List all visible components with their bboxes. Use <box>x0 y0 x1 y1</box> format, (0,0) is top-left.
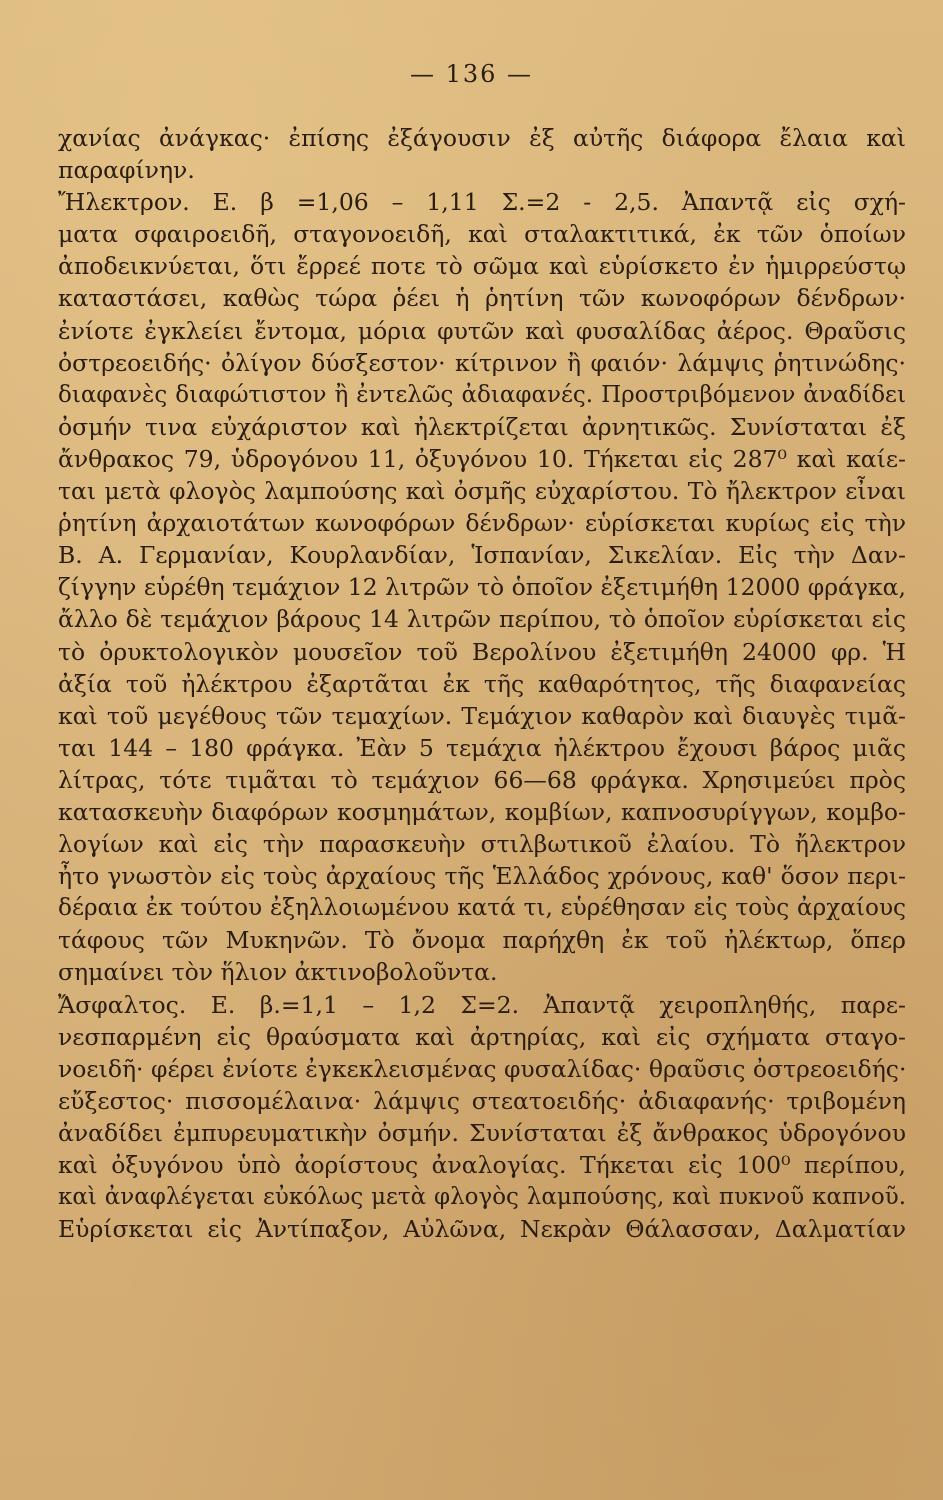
text-line: τὸ ὀρυκτολογικὸν μουσεῖον τοῦ Βερολίνου ἐξετιμήθη 24000 φρ. Ἡ <box>58 637 906 666</box>
text-line: σημαίνει τὸν ἥλιον ἀκτινοβολοῦντα. <box>58 958 498 987</box>
text-line: ἄλλο δὲ τεμάχιον βάρους 14 λιτρῶν περίπου, τὸ ὁποῖον εὑρίσκεται εἰς <box>58 605 906 634</box>
text-line: δέραια ἐκ τούτου ἐξηλλοιωμένου κατά τι, εὑρέθησαν εἰς τοὺς ἀρχαίους <box>58 895 906 922</box>
text-line: τάφους τῶν Μυκηνῶν. Τὸ ὄνομα παρήχθη ἐκ τοῦ ἠλέκτωρ, ὅπερ <box>58 926 906 955</box>
page-number: — 136 — <box>409 60 534 88</box>
text-line: ται μετὰ φλογὸς λαμπούσης καὶ ὀσμῆς εὐχαρίστου. Τὸ ἤλεκτρον εἶναι <box>58 477 906 506</box>
text-line: ἦτο γνωστὸν εἰς τοὺς ἀρχαίους τῆς Ἑλλάδος χρόνους, καθ' ὅσον περι- <box>58 862 906 891</box>
text-line: ῥητίνη ἀρχαιοτάτων κωνοφόρων δένδρων· εὑρίσκεται κυρίως εἰς τὴν <box>58 509 906 538</box>
text-line: εὔξεστος· πισσομέλαινα· λάμψις στεατοειδής· ἀδιαφανής· τριβομένη <box>58 1086 906 1115</box>
text-line: παραφίνην. <box>58 156 195 185</box>
text-line: νεσπαρμένη εἰς θραύσματα καὶ ἀρτηρίας, καὶ εἰς σχήματα σταγο- <box>58 1022 906 1051</box>
text-line: ὀστρεοειδής· ὀλίγον δύσξεστον· κίτρινον ἢ φαιόν· λάμψις ῥητινώδης· <box>58 348 906 377</box>
text-line: χανίας ἀνάγκας· ἐπίσης ἐξάγουσιν ἐξ αὐτῆς διάφορα ἔλαια καὶ <box>58 124 906 152</box>
text-line: Ἤλεκτρον. Ε. β =1,06 – 1,11 Σ.=2 - 2,5. Ἀπαντᾷ εἰς σχή- <box>58 188 906 217</box>
text-line: κατασκευὴν διαφόρων κοσμημάτων, κομβίων, καπνοσυρίγγων, κομβο- <box>58 797 906 826</box>
body-text <box>58 122 906 1245</box>
text-line: καὶ τοῦ μεγέθους τῶν τεμαχίων. Τεμάχιον καθαρὸν καὶ διαυγὲς τιμᾶ- <box>58 701 906 730</box>
text-line: ἀναδίδει ἐμπυρευματικὴν ὀσμήν. Συνίσταται ἐξ ἄνθρακος ὑδρογόνου <box>58 1118 906 1147</box>
text-line: ἀξία τοῦ ἠλέκτρου ἐξαρτᾶται ἐκ τῆς καθαρότητος, τῆς διαφανείας <box>58 669 906 698</box>
text-line: ται 144 – 180 φράγκα. Ἐὰν 5 τεμάχια ἠλέκτρου ἔχουσι βάρος μιᾶς <box>58 733 906 762</box>
text-line: διαφανὲς διαφώτιστον ἢ ἐντελῶς ἀδιαφανές. Προστριβόμενον ἀναδίδει <box>58 381 906 408</box>
text-line: καταστάσει, καθὼς τώρα ῥέει ἡ ῥητίνη τῶν κωνοφόρων δένδρων· <box>58 284 906 313</box>
text-line: νοειδῆ· φέρει ἐνίοτε ἐγκεκλεισμένας φυσαλίδας· θραῦσις ὀστρεοειδής· <box>58 1054 907 1083</box>
text-line: ὀσμήν τινα εὐχάριστον καὶ ἠλεκτρίζεται ἀρνητικῶς. Συνίσταται ἐξ <box>58 412 906 441</box>
text-line: ἀποδεικνύεται, ὅτι ἔρρεέ ποτε τὸ σῶμα καὶ εὑρίσκετο ἐν ἡμιρρεύστῳ <box>58 252 906 281</box>
text-line: ματα σφαιροειδῆ, σταγονοειδῆ, καὶ σταλακτιτικά, ἐκ τῶν ὁποίων <box>58 220 906 249</box>
text-line: ἄνθρακος 79, ὑδρογόνου 11, ὀξυγόνου 10. Τήκεται εἰς 287⁰ καὶ καίε- <box>58 444 906 473</box>
text-line: ἐνίοτε ἐγκλείει ἔντομα, μόρια φυτῶν καὶ φυσαλίδας ἀέρος. Θραῦσις <box>58 316 906 345</box>
text-line: Ἄσφαλτος. Ε. β.=1,1 – 1,2 Σ=2. Ἀπαντᾷ χειροπληθής, παρε- <box>58 990 906 1019</box>
text-line: Β. Α. Γερμανίαν, Κουρλανδίαν, Ἱσπανίαν, Σικελίαν. Εἰς τὴν Δαν- <box>58 541 906 570</box>
text-line: ζίγγην εὑρέθη τεμάχιον 12 λιτρῶν τὸ ὁποῖον ἐξετιμήθη 12000 φράγκα, <box>58 573 906 602</box>
text-line: Εὑρίσκεται εἰς Ἀντίπαξον, Αὐλῶνα, Νεκρὰν Θάλασσαν, Δαλματίαν <box>58 1215 906 1244</box>
text-line: λίτρας, τότε τιμᾶται τὸ τεμάχιον 66—68 φράγκα. Χρησιμεύει πρὸς <box>58 765 906 794</box>
text-line: λογίων καὶ εἰς τὴν παρασκευὴν στιλβωτικοῦ ἐλαίου. Τὸ ἤλεκτρον <box>58 830 906 859</box>
text-line: καὶ ὀξυγόνου ὑπὸ ἀορίστους ἀναλογίας. Τήκεται εἰς 100⁰ περίπου, <box>58 1151 906 1179</box>
text-line: καὶ ἀναφλέγεται εὐκόλως μετὰ φλογὸς λαμπούσης, καὶ πυκνοῦ καπνοῦ. <box>58 1184 906 1211</box>
